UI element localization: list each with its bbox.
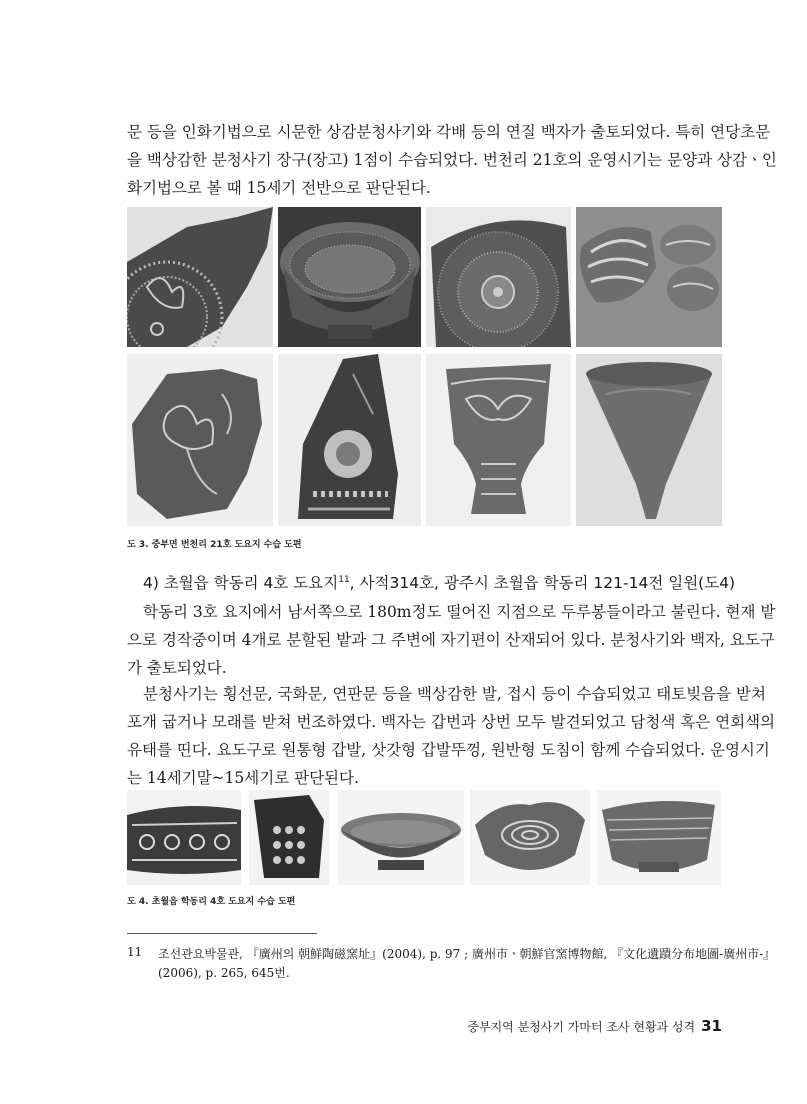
photo-three-inlaid-sherds (576, 207, 722, 347)
photo-sherd-stamped-dots (249, 790, 329, 885)
footnote-divider (127, 933, 317, 934)
section4-paragraph-1 (127, 598, 776, 682)
heading-title: 4) 초월읍 학동리 4호 도요지 (143, 574, 339, 592)
photo-bowl-linear-inlay (597, 790, 721, 885)
photo-sherd-stamped-flower (127, 207, 273, 347)
text-line: 학동리 3호 요지에서 남서쪽으로 180m정도 떨어진 지점으로 두루봉들이라고 불린다. 현재 밭 (143, 603, 776, 621)
page-number: 31 (701, 1017, 722, 1035)
photo-bowl-interior-stamped (278, 207, 421, 347)
text-line: 포개 굽거나 모래를 받쳐 번조하였다. 백자는 갑번과 상번 모두 발견되었고 담청색 혹은 연회색의 (127, 713, 776, 731)
text-line: 화기법으로 볼 때 15세기 전반으로 판단된다. (127, 179, 431, 197)
text-line: 문 등을 인화기법으로 시문한 상감분청사기와 각배 등의 연질 백자가 출토되었다. 특히 연당초문 (127, 123, 771, 141)
text-line: 분청사기는 횡선문, 국화문, 연판문 등을 백상감한 발, 접시 등이 수습되었고 태토빚음을 받쳐 (143, 685, 766, 703)
photo-sherd-lotus-inlay (127, 354, 273, 526)
intro-paragraph (127, 118, 777, 202)
text-line: (2006), p. 265, 645번. (158, 966, 290, 980)
footnote-ref[interactable]: 11 (338, 574, 350, 585)
text-line: 조선관요박물관, 『廣州의 朝鮮陶磁窯址』(2004), p. 97 ; 廣州市ㆍ朝鮮官窯博物館, 『文化遺蹟分布地圖-廣州市-』 (158, 947, 776, 961)
text-line: 을 백상감한 분청사기 장구(장고) 1점이 수습되었다. 번천리 21호의 운영시기는 문양과 상감ㆍ인 (127, 151, 777, 169)
text-line: 가 출토되었다. (127, 659, 227, 677)
photo-sherd-peony-inlay (278, 354, 421, 526)
photo-bowl-spiral-inlay (470, 790, 590, 885)
figure3-caption: 도 3. 중부면 번천리 21호 도요지 수습 도편 (127, 540, 302, 550)
text-line: 유태를 띤다. 요도구로 원통형 갑발, 삿갓형 갑발뚜껑, 원반형 도침이 함께 수습되었다. 운영시기 (127, 741, 770, 759)
section4-paragraph-2 (127, 680, 776, 792)
photo-hourglass-drum-end (576, 354, 722, 526)
photo-sherd-stamped-chrysanthemum (127, 790, 241, 885)
photo-shallow-dish (338, 790, 464, 885)
text-line: 는 14세기말~15세기로 판단된다. (127, 769, 359, 787)
running-footer (467, 1017, 722, 1035)
running-footer-title: 중부지역 분청사기 가마터 조사 현황과 성격 (467, 1020, 696, 1034)
text-line: 으로 경작중이며 4개로 분할된 밭과 그 주변에 자기편이 산재되어 있다. 분청사기와 백자, 요도구 (127, 631, 775, 649)
footnote-number: 11 (127, 945, 143, 959)
figure4-caption: 도 4. 초월읍 학동리 4호 도요지 수습 도편 (127, 897, 296, 907)
photo-dish-interior-rosette (426, 207, 571, 347)
section-heading (143, 571, 735, 593)
footnote-text (158, 945, 776, 983)
heading-rest: , 사적314호, 광주시 초월읍 학동리 121-14전 일원(도4) (349, 574, 736, 592)
photo-cup-stand-lotus (426, 354, 571, 526)
